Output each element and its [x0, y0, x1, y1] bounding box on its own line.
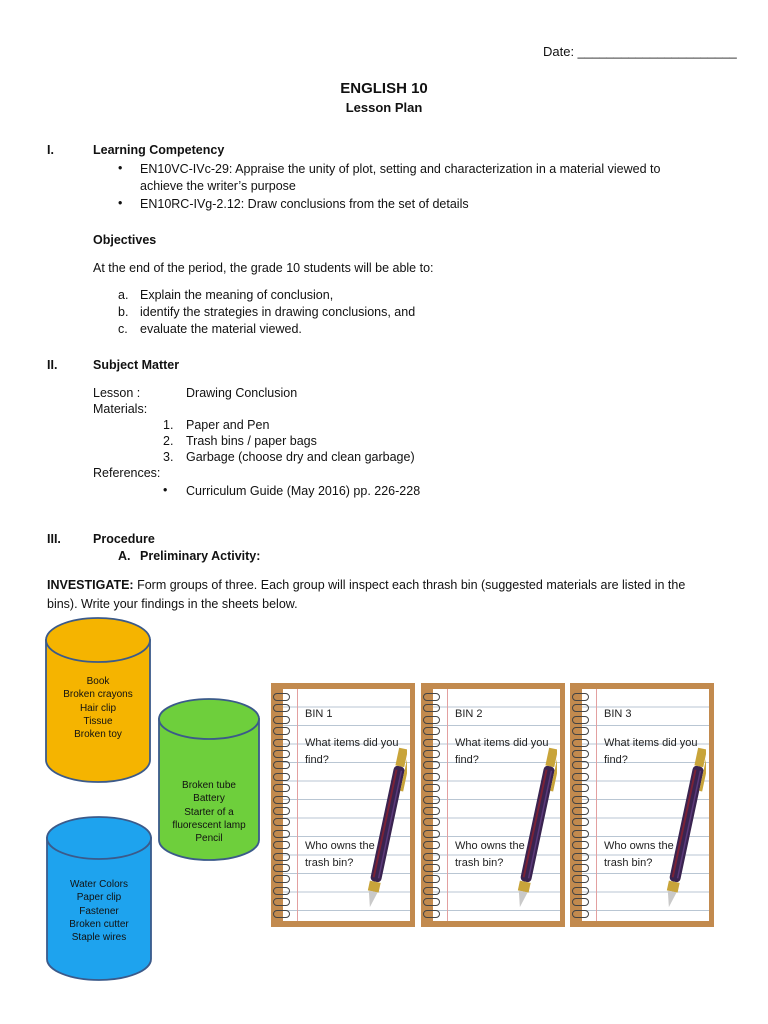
- spiral-ring: [273, 910, 290, 918]
- spiral-ring: [572, 704, 589, 712]
- spiral-ring: [572, 853, 589, 861]
- spiral-ring: [423, 910, 440, 918]
- material-item: Trash bins / paper bags: [186, 434, 317, 448]
- spiral-ring: [423, 727, 440, 735]
- spiral-ring: [423, 739, 440, 747]
- investigate-text: Form groups of three. Each group will inspect each thrash bin (suggested materials are listed in the: [133, 578, 686, 592]
- notebook-question: What items did you: [604, 737, 698, 749]
- notebook-question: find?: [455, 754, 479, 766]
- notebook-question: find?: [604, 754, 628, 766]
- competency-2: EN10RC-IVg-2.12: Draw conclusions from the set of details: [140, 197, 469, 211]
- spiral-ring: [572, 796, 589, 804]
- materials-label: Materials:: [93, 402, 148, 416]
- bin-item: Paper clip: [76, 892, 122, 904]
- objective-item: Explain the meaning of conclusion,: [140, 288, 334, 302]
- spiral-ring: [423, 693, 440, 701]
- spiral-ring: [423, 818, 440, 826]
- notebook-question: find?: [305, 754, 329, 766]
- spiral-ring: [423, 875, 440, 883]
- spiral-ring: [572, 898, 589, 906]
- bin-item: Water Colors: [70, 879, 128, 890]
- spiral-ring: [273, 853, 290, 861]
- spiral-ring: [273, 693, 290, 701]
- notebook-title: BIN 1: [305, 708, 333, 720]
- spiral-ring: [273, 727, 290, 735]
- competency-1-cont: achieve the writer’s purpose: [140, 179, 296, 193]
- spiral-ring: [273, 830, 290, 838]
- spiral-ring: [572, 693, 589, 701]
- section-3-numeral: III.: [47, 532, 61, 546]
- notebook-question: trash bin?: [455, 857, 504, 869]
- section-2-numeral: II.: [47, 358, 58, 372]
- notebook-title: BIN 3: [604, 708, 632, 720]
- spiral-ring: [423, 761, 440, 769]
- bullet-icon: •: [118, 161, 123, 175]
- notebook-question: trash bin?: [305, 857, 354, 869]
- spiral-ring: [273, 864, 290, 872]
- bullet-icon: •: [118, 196, 123, 210]
- spiral-ring: [273, 898, 290, 906]
- spiral-ring: [273, 761, 290, 769]
- notebook-title: BIN 2: [455, 708, 483, 720]
- spiral-ring: [273, 784, 290, 792]
- spiral-ring: [423, 864, 440, 872]
- spiral-ring: [423, 773, 440, 781]
- spiral-ring: [423, 898, 440, 906]
- spiral-ring: [572, 830, 589, 838]
- material-marker: 2.: [163, 434, 174, 448]
- section-1-heading: Learning Competency: [93, 143, 225, 157]
- margin-line: [297, 689, 298, 921]
- spiral-ring: [572, 887, 589, 895]
- notebook-question: Who owns the: [305, 840, 375, 852]
- bin-item: Hair clip: [79, 702, 117, 714]
- spiral-ring: [572, 784, 589, 792]
- objective-marker: b.: [118, 305, 129, 319]
- bin-item: Broken tube: [182, 780, 236, 791]
- pen-icon: [666, 739, 706, 919]
- spiral-ring: [423, 853, 440, 861]
- spiral-ring: [273, 887, 290, 895]
- spiral-ring: [273, 841, 290, 849]
- references-label: References:: [93, 466, 161, 480]
- spiral-ring: [423, 784, 440, 792]
- spiral-ring: [423, 841, 440, 849]
- pen-icon: [367, 739, 407, 919]
- spiral-ring: [273, 818, 290, 826]
- notebook-question: Who owns the: [604, 840, 674, 852]
- subsection-heading: Preliminary Activity:: [140, 549, 261, 563]
- page-title: ENGLISH 10: [340, 80, 428, 97]
- subsection-marker: A.: [118, 549, 131, 563]
- spiral-ring: [273, 704, 290, 712]
- objectives-heading: Objectives: [93, 233, 157, 247]
- notebook-question: What items did you: [305, 737, 399, 749]
- notebook-bin-3: [570, 683, 714, 927]
- spiral-ring: [423, 716, 440, 724]
- material-marker: 1.: [163, 418, 174, 432]
- section-2-heading: Subject Matter: [93, 358, 180, 372]
- material-item: Paper and Pen: [186, 418, 270, 432]
- investigate-instructions-cont: bins). Write your findings in the sheets below.: [47, 597, 298, 611]
- date-field: Date: ______________________: [543, 44, 737, 59]
- spiral-ring: [572, 773, 589, 781]
- spiral-ring: [572, 864, 589, 872]
- objective-item: evaluate the material viewed.: [140, 322, 302, 336]
- bin-item: Book: [86, 676, 110, 687]
- bin-item: Pencil: [195, 833, 223, 845]
- material-marker: 3.: [163, 450, 174, 464]
- spiral-ring: [572, 727, 589, 735]
- spiral-ring: [423, 750, 440, 758]
- section-3-heading: Procedure: [93, 532, 155, 546]
- spiral-ring: [423, 887, 440, 895]
- material-item: Garbage (choose dry and clean garbage): [186, 450, 415, 464]
- spiral-ring: [423, 704, 440, 712]
- spiral-ring: [423, 807, 440, 815]
- bin-item: Fastener: [79, 905, 119, 917]
- bin-item: Broken toy: [74, 729, 122, 741]
- page-subtitle: Lesson Plan: [345, 100, 423, 115]
- bin-item: Battery: [193, 793, 225, 805]
- objective-marker: a.: [118, 288, 129, 302]
- bullet-icon: •: [163, 483, 168, 497]
- notebook-question: Who owns the: [455, 840, 525, 852]
- objective-marker: c.: [118, 322, 128, 336]
- spiral-ring: [572, 807, 589, 815]
- lesson-label: Lesson :: [93, 386, 141, 400]
- spiral-ring: [572, 750, 589, 758]
- investigate-instructions: [47, 578, 685, 592]
- notebook-bin-1: [271, 683, 415, 927]
- spiral-ring: [273, 750, 290, 758]
- bin-item: Staple wires: [71, 932, 127, 944]
- spiral-ring: [572, 761, 589, 769]
- spiral-ring: [423, 830, 440, 838]
- pen-icon: [517, 739, 557, 919]
- spiral-ring: [273, 773, 290, 781]
- bin-item: Broken crayons: [63, 689, 133, 701]
- bin-blue: [45, 816, 153, 982]
- objectives-intro: At the end of the period, the grade 10 students will be able to:: [93, 261, 434, 275]
- bin-green: [157, 697, 261, 862]
- spiral-ring: [423, 796, 440, 804]
- notebook-bin-2: [421, 683, 565, 927]
- reference-item: Curriculum Guide (May 2016) pp. 226-228: [186, 484, 421, 498]
- objective-item: identify the strategies in drawing conclusions, and: [140, 305, 416, 319]
- section-1-numeral: I.: [47, 143, 54, 157]
- spiral-ring: [572, 716, 589, 724]
- spiral-ring: [273, 875, 290, 883]
- spiral-ring: [273, 796, 290, 804]
- spiral-ring: [273, 807, 290, 815]
- margin-line: [447, 689, 448, 921]
- spiral-ring: [273, 716, 290, 724]
- spiral-ring: [572, 875, 589, 883]
- spiral-ring: [572, 818, 589, 826]
- competency-1: EN10VC-IVc-29: Appraise the unity of plot, setting and characterization in a material viewed to: [140, 162, 661, 176]
- bin-yellow: [44, 616, 152, 784]
- bin-item: Broken cutter: [69, 918, 129, 930]
- bin-item: Starter of a: [184, 806, 234, 818]
- spiral-ring: [572, 841, 589, 849]
- notebook-question: What items did you: [455, 737, 549, 749]
- spiral-ring: [572, 910, 589, 918]
- bin-item: Tissue: [83, 715, 113, 727]
- spiral-ring: [572, 739, 589, 747]
- notebook-question: trash bin?: [604, 857, 653, 869]
- spiral-ring: [273, 739, 290, 747]
- investigate-label: INVESTIGATE:: [47, 578, 134, 592]
- lesson-value: Drawing Conclusion: [186, 386, 298, 400]
- bin-item: fluorescent lamp: [172, 819, 246, 831]
- margin-line: [596, 689, 597, 921]
